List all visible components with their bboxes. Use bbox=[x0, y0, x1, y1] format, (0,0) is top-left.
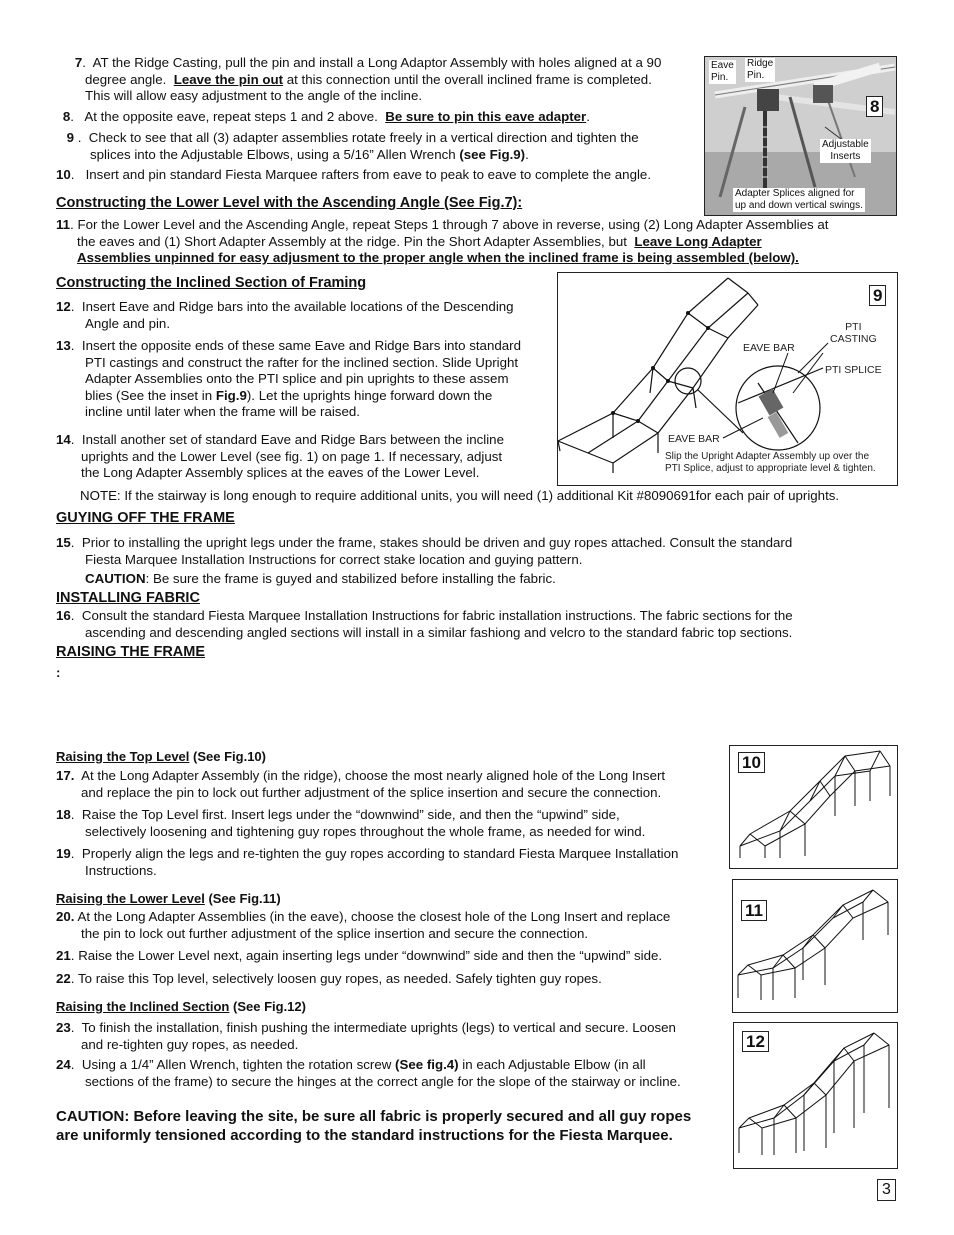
step-text: At the opposite eave, repeat steps 1 and 2 above. bbox=[84, 109, 378, 124]
step-18: 18. Raise the Top Level first. Insert legs under the “downwind” side, and then the “upwind” side, selectively loosening and tightening guy ropes throughout the whole frame, as needed for wind. bbox=[56, 807, 646, 839]
step-text: Insert Eave and Ridge bars into the available locations of the Descending bbox=[81, 299, 514, 314]
step-number: 9 bbox=[66, 130, 74, 145]
step-7: 7. AT the Ridge Casting, pull the pin and install a Long Adaptor Assembly with holes aligned at a 90 degree angle. Leave the pin out at this connection until the overall inclined frame is completed. This will allow easy adjustment to the angle of the incline. bbox=[56, 55, 661, 105]
step-text: AT the Ridge Casting, pull the pin and install a Long Adaptor Assembly with holes aligned at a 90 bbox=[92, 55, 662, 70]
emphasis: Leave the pin out bbox=[173, 71, 284, 87]
step-text: Install another set of standard Eave and Ridge Bars between the incline bbox=[81, 432, 504, 447]
figure-11 bbox=[732, 879, 898, 1013]
step-number: 14 bbox=[56, 432, 71, 447]
step-20 bbox=[56, 909, 670, 942]
final-caution: CAUTION: Before leaving the site, be sure all fabric is properly secured and all guy ropes are uniformly tensioned according to the standard instructions for the Fiesta Marquee. bbox=[56, 1108, 692, 1144]
eave-pin-label: Eave Pin. bbox=[711, 60, 734, 83]
step-number: 19 bbox=[56, 846, 71, 861]
step-text: degree angle. bbox=[85, 71, 167, 87]
step-11: 11. For the Lower Level and the Ascending Angle, repeat Steps 1 through 7 above in reverse, using (2) Long Adapter Assemblies at the eaves and (1) Short Adapter Assembly at the ridge. Pin the Short Adapter Assemblies, but Leave Long Adapter Assemblies unpinned for easy adjusment to the proper angle when the inclined frame is being assembled (below). bbox=[56, 217, 829, 265]
step-number: 10 bbox=[56, 167, 71, 182]
emphasis: Leave Long Adapter bbox=[634, 233, 762, 249]
figure-8-photo bbox=[704, 56, 897, 216]
step-text: To finish the installation, finish pushing the intermediate uprights (legs) to vertical and secure. Loosen bbox=[81, 1020, 676, 1035]
figure-reference: (see Fig.9) bbox=[459, 146, 526, 162]
figure-number: 8 bbox=[866, 96, 883, 117]
step-text: This will allow easy adjustment to the angle of the incline. bbox=[85, 88, 423, 103]
emphasis: Assemblies unpinned for easy adjusment to the proper angle when the inclined frame is being assembled (below). bbox=[77, 250, 799, 265]
adapter-splices-label: Adapter Splices aligned for up and down vertical swings. bbox=[735, 188, 863, 211]
section-heading-guying: GUYING OFF THE FRAME bbox=[56, 510, 235, 526]
step-17 bbox=[56, 768, 665, 801]
step-8: 8. At the opposite eave, repeat steps 1 and 2 above. Be sure to pin this eave adapter. bbox=[62, 109, 590, 124]
figure-number: 12 bbox=[742, 1031, 769, 1052]
emphasis: Be sure to pin this eave adapter bbox=[385, 109, 587, 124]
section-heading-raising: RAISING THE FRAME bbox=[56, 644, 206, 660]
adjustable-inserts-label: Adjustable Inserts bbox=[822, 139, 869, 162]
ridge-pin-label: Ridge Pin. bbox=[747, 58, 774, 81]
page-number: 3 bbox=[877, 1179, 896, 1201]
step-text: For the Lower Level and the Ascending Angle, repeat Steps 1 through 7 above in reverse, using (2) Long Adapter Assemblies at bbox=[77, 217, 829, 232]
figure-reference: Fig.9 bbox=[215, 387, 247, 403]
section-heading-fabric: INSTALLING FABRIC bbox=[56, 590, 200, 606]
step-text: ). Let the uprights hinge forward down the bbox=[246, 387, 493, 403]
step-14: 14. Install another set of standard Eave and Ridge Bars between the incline uprights and the Lower Level (see fig. 1) on page 1. If necessary, adjust the Long Adapter Assembly splices at the eaves of the Lower Level. bbox=[56, 432, 504, 480]
figure-10 bbox=[729, 745, 898, 869]
step-number: 24 bbox=[56, 1057, 71, 1072]
figure-number: 10 bbox=[738, 752, 765, 773]
caution-label: : bbox=[56, 665, 61, 680]
step-text: and re-tighten guy ropes, as needed. bbox=[81, 1036, 299, 1052]
pti-casting-label: PTI CASTING bbox=[830, 321, 877, 345]
step-number: 15 bbox=[56, 535, 71, 550]
step-number: 7 bbox=[74, 55, 83, 70]
eave-bar-label-top: EAVE BAR bbox=[743, 342, 795, 354]
step-9: 9 . Check to see that all (3) adapter assemblies rotate freely in a vertical direction and tighten the splices into the Adjustable Elbows, using a 5/16” Allen Wrench (see Fig.9). bbox=[66, 130, 639, 162]
step-text: At the Long Adapter Assembly (in the ridge), choose the most nearly aligned hole of the Long Insert bbox=[81, 768, 666, 783]
figure-number: 11 bbox=[741, 900, 767, 921]
step-text: Properly align the legs and re-tighten the guy ropes according to standard Fiesta Marquee Installation bbox=[81, 846, 679, 861]
step-text: Insert the opposite ends of these same Eave and Ridge Bars into standard bbox=[81, 338, 521, 353]
step-24: 24. Using a 1/4” Allen Wrench, tighten the rotation screw (See fig.4) in each Adjustable Elbow (in all sections of the frame) to secure the hinges at the correct angle for the slope of the stairway or incline. bbox=[56, 1057, 681, 1089]
step-number: 21 bbox=[56, 948, 71, 963]
step-text: : Be sure the frame is guyed and stabilized before installing the fabric. bbox=[145, 571, 556, 586]
step-number: 8 bbox=[62, 109, 71, 124]
step-text: in each Adjustable Elbow (in all bbox=[462, 1057, 646, 1072]
subheading-inclined-section: Raising the Inclined Section (See Fig.12) bbox=[56, 999, 306, 1014]
step-10: 10. Insert and pin standard Fiesta Marquee rafters from eave to peak to eave to complete the angle. bbox=[56, 167, 652, 182]
step-22: 22. To raise this Top level, selectively loosen guy ropes, as needed. Safely tighten guy ropes. bbox=[56, 971, 602, 986]
figure-9-caption: Slip the Upright Adapter Assembly up over the PTI Splice, adjust to appropriate level & tighten. bbox=[665, 451, 876, 474]
step-text: sections of the frame) to secure the hinges at the correct angle for the slope of the stairway or incline. bbox=[85, 1073, 681, 1089]
step-text: Adapter Assemblies onto the PTI splice and pin uprights to these assem bbox=[85, 371, 509, 386]
figure-12 bbox=[733, 1022, 898, 1169]
step-text: Fiesta Marquee Installation Instructions for correct stake location and guying pattern. bbox=[85, 551, 583, 567]
subheading-top-level: Raising the Top Level (See Fig.10) bbox=[56, 749, 266, 764]
step-13: 13. Insert the opposite ends of these same Eave and Ridge Bars into standard PTI castings and construct the rafter for the inclined section. Slide Upright Adapter Assemblies onto the PTI splice and pin uprights to these assem blies (See the inset in Fig.9). Let the uprights hinge forward down the incline until later when the frame will be raised. bbox=[56, 338, 521, 419]
step-text: ascending and descending angled sections will install in a similar fashiong and velcro to the standard fabric top sections. bbox=[85, 624, 793, 640]
step-text: Insert and pin standard Fiesta Marquee rafters from eave to peak to eave to complete the angle. bbox=[85, 167, 652, 182]
step-text: the pin to lock out further adjustment of the splice insertion and secure the connection. bbox=[81, 925, 589, 941]
step-text: incline until later when the frame will be raised. bbox=[85, 404, 360, 419]
step-12: 12. Insert Eave and Ridge bars into the available locations of the Descending Angle and pin. bbox=[56, 299, 514, 331]
subheading-lower-level: Raising the Lower Level (See Fig.11) bbox=[56, 891, 281, 906]
step-text: Check to see that all (3) adapter assemblies rotate freely in a vertical direction and tighten the bbox=[88, 130, 639, 145]
section-heading-lower-level: Constructing the Lower Level with the Ascending Angle (See Fig.7): bbox=[56, 195, 523, 211]
step-15: 15. Prior to installing the upright legs under the frame, stakes should be driven and guy ropes attached. Consult the standard Fiesta Marquee Installation Instructions for correct stake location and guying pattern. CAUTION: Be sure the frame is guyed and stabilized before installing the fabric. bbox=[56, 535, 793, 586]
step-text: Angle and pin. bbox=[85, 315, 171, 331]
step-number: 16 bbox=[56, 608, 71, 623]
step-text: blies (See the inset in bbox=[85, 387, 213, 403]
step-16: 16. Consult the standard Fiesta Marquee Installation Instructions for fabric installation instructions. The fabric sections for the ascending and descending angled sections will install in a similar fashiong and velcro to the standard fabric top sections. bbox=[56, 608, 793, 640]
step-text: To raise this Top level, selectively loosen guy ropes, as needed. Safely tighten guy ropes. bbox=[77, 971, 602, 986]
step-text: Raise the Top Level first. Insert legs under the “downwind” side, and then the “upwind” side, bbox=[81, 807, 620, 822]
step-19: 19. Properly align the legs and re-tighten the guy ropes according to standard Fiesta Marquee Installation Instructions. bbox=[56, 846, 679, 878]
step-text: at this connection until the overall inclined frame is completed. bbox=[286, 71, 652, 87]
step-text: splices into the Adjustable Elbows, using a 5/16” Allen Wrench bbox=[90, 146, 456, 162]
step-text: uprights and the Lower Level (see fig. 1) on page 1. If necessary, adjust bbox=[81, 448, 503, 464]
step-text: the Long Adapter Assembly splices at the eaves of the Lower Level. bbox=[81, 465, 480, 480]
figure-reference: (See fig.4) bbox=[395, 1057, 459, 1072]
step-text: Consult the standard Fiesta Marquee Installation Instructions for fabric installation instructions. The fabric sections for the bbox=[81, 608, 793, 623]
step-text: At the Long Adapter Assemblies (in the eave), choose the closest hole of the Long Insert and replace bbox=[77, 909, 671, 924]
pti-splice-label: PTI SPLICE bbox=[825, 364, 882, 376]
step-number: 23 bbox=[56, 1020, 71, 1035]
caution-label: CAUTION bbox=[85, 571, 146, 586]
step-number: 18 bbox=[56, 807, 71, 822]
step-number: 22 bbox=[56, 971, 71, 986]
step-text: selectively loosening and tightening guy ropes throughout the whole frame, as needed for wind. bbox=[85, 823, 646, 839]
step-number: 11 bbox=[56, 217, 71, 232]
step-number: 17. bbox=[56, 768, 75, 783]
step-23: 23. To finish the installation, finish pushing the intermediate uprights (legs) to vertical and secure. Loosen and re-tighten guy ropes, as needed. bbox=[56, 1020, 676, 1052]
step-number: 13 bbox=[56, 338, 71, 353]
step-text: and replace the pin to lock out further adjustment of the splice insertion and secure the connection. bbox=[81, 784, 662, 800]
eave-bar-label-bottom: EAVE BAR bbox=[668, 433, 720, 445]
step-number: 12 bbox=[56, 299, 71, 314]
step-text: Instructions. bbox=[85, 862, 157, 878]
section-heading-inclined: Constructing the Inclined Section of Framing bbox=[56, 275, 367, 291]
figure-9 bbox=[557, 272, 898, 486]
step-text: Raise the Lower Level next, again inserting legs under “downwind” side and then the “upwind” side. bbox=[78, 948, 663, 963]
step-21: 21. Raise the Lower Level next, again inserting legs under “downwind” side and then the “upwind” side. bbox=[56, 948, 663, 963]
figure-number: 9 bbox=[869, 285, 886, 306]
step-text: PTI castings and construct the rafter for the inclined section. Slide Upright bbox=[85, 354, 519, 370]
punctuation: . bbox=[586, 109, 590, 124]
punctuation: . bbox=[525, 146, 529, 162]
step-text: Using a 1/4” Allen Wrench, tighten the rotation screw bbox=[81, 1057, 392, 1072]
step-text: the eaves and (1) Short Adapter Assembly at the ridge. Pin the Short Adapter Assemblies, but bbox=[77, 233, 627, 249]
step-text: Prior to installing the upright legs under the frame, stakes should be driven and guy ropes attached. Consult the standard bbox=[81, 535, 793, 550]
note: NOTE: If the stairway is long enough to require additional units, you will need (1) additional Kit #8090691for each pair of uprights. bbox=[80, 488, 840, 503]
step-number: 20. bbox=[56, 909, 75, 924]
